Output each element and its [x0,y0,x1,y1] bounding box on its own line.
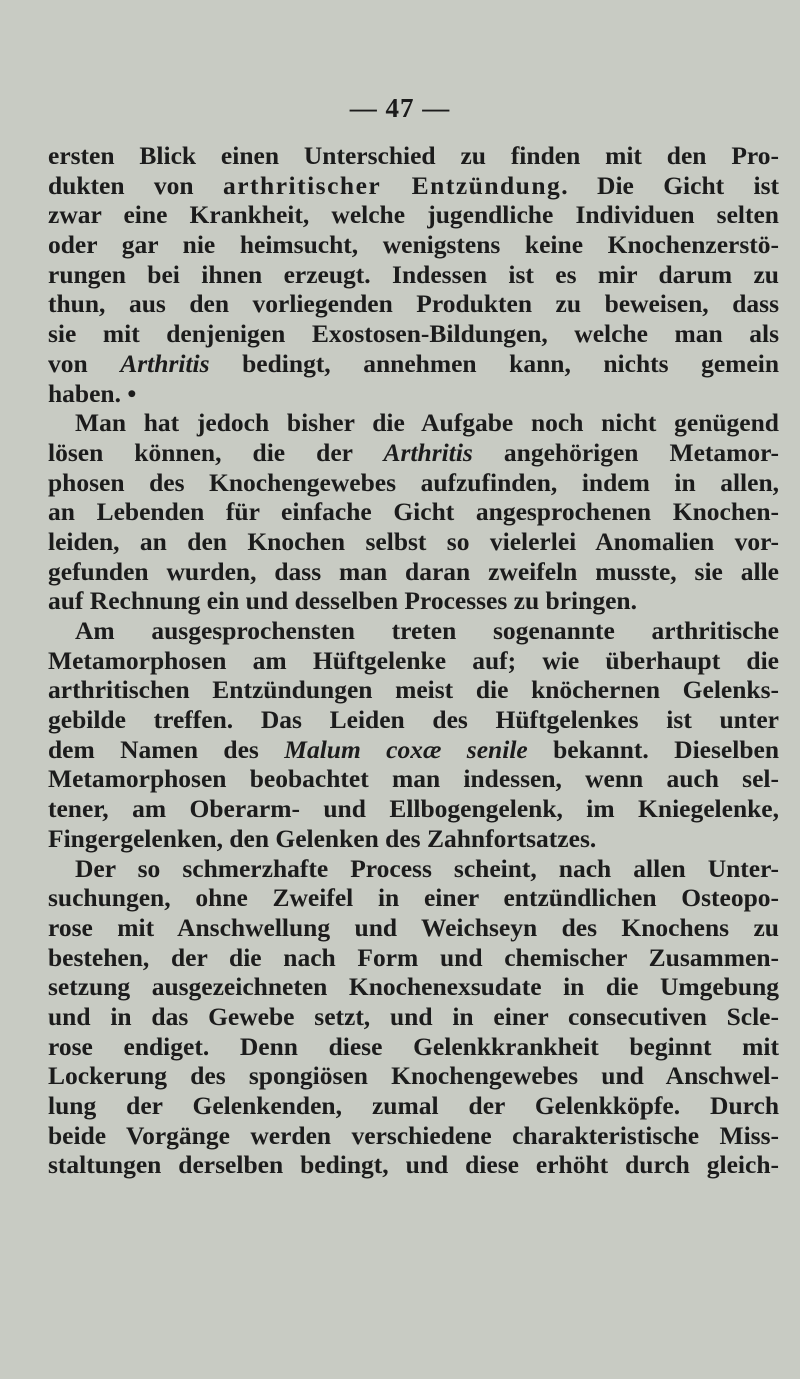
text-segment: an Lebenden für einfache Gicht angesprochenen Knochen- [48,497,779,527]
text-line [48,1061,779,1091]
text-segment: und in das Gewebe setzt, und in einer consecutiven Scle- [48,1001,779,1031]
text-segment: gefunden wurden, dass man daran zweifeln musste, sie alle [48,556,779,586]
text-line [48,557,779,587]
text-line [48,1150,779,1180]
text-segment: lung der Gelenkenden, zumal der Gelenkköpfe. Durch [48,1091,779,1120]
text-line [48,824,779,854]
text-segment: oder gar nie heimsucht, wenigstens keine Knochenzerstö- [48,230,779,260]
text-line [48,468,779,498]
text-segment: ersten Blick einen Unterschied zu finden mit den Pro- [48,141,779,170]
text-line [48,141,779,171]
italic-term: Malum coxæ senile [284,734,528,764]
text-line [48,735,779,765]
text-segment: suchungen, ohne Zweifel in einer entzündlichen Osteopo- [48,883,779,913]
text-segment: bekannt. Dieselben [527,734,780,764]
text-line [48,408,779,438]
text-segment: Am ausgesprochensten treten sogenannte arthritische [75,616,779,645]
text-segment: lösen können, die der [48,437,384,467]
text-segment: Der so schmerzhafte Process scheint, nach allen Unter- [75,853,779,883]
text-segment: leiden, an den Knochen selbst so vielerlei Anomalien vor- [48,526,779,556]
text-line [48,616,779,646]
text-line [48,230,779,260]
text-segment: von [48,348,121,378]
text-segment: bestehen, der die nach Form und chemischer Zusammen- [48,942,779,972]
text-segment: zwar eine Krankheit, welche jugendliche Individuen selten [48,200,779,230]
text-line [48,764,779,794]
text-segment: dem Namen des [48,734,285,764]
text-segment: dukten von [48,170,223,200]
text-segment: setzung ausgezeichneten Knochenexsudate in die Umgebung [48,972,779,1002]
text-segment: phosen des Knochengewebes aufzufinden, indem in allen, [48,467,779,497]
text-line [48,646,779,676]
text-line [48,972,779,1002]
text-line [48,349,779,379]
text-segment: rose endiget. Denn diese Gelenkkrankheit beginnt mit [48,1031,779,1061]
text-segment: auf Rechnung ein und desselben Processes zu bringen. [48,586,637,616]
text-line [48,854,779,884]
text-line [48,586,779,616]
text-line [48,1091,779,1121]
text-segment: bedingt, annehmen kann, nichts gemein [209,348,780,378]
text-line [48,1002,779,1032]
text-segment: thun, aus den vorliegenden Produkten zu beweisen, dass [48,289,779,319]
text-segment: Metamorphosen am Hüftgelenke auf; wie überhaupt die [48,645,779,675]
text-line [48,883,779,913]
text-line [48,438,779,468]
text-line [48,1032,779,1062]
page-number: — 47 — [349,93,451,123]
text-segment: Man hat jedoch bisher die Aufgabe noch nicht genügend [75,408,779,438]
text-line [48,200,779,230]
text-segment: beide Vorgänge werden verschiedene charakteristische Miss- [48,1120,779,1150]
spaced-emphasis: arthritischer Entzündung [222,170,562,200]
text-line [48,794,779,824]
text-line [48,705,779,735]
text-line [48,527,779,557]
text-line [48,171,779,201]
text-segment: . Die Gicht ist [561,170,779,200]
text-line [48,943,779,973]
text-segment: gebilde treffen. Das Leiden des Hüftgelenkes ist unter [48,705,779,735]
text-segment: Metamorphosen beobachtet man indessen, wenn auch sel- [48,764,779,794]
text-segment: arthritischen Entzündungen meist die knöchernen Gelenks- [48,675,779,705]
text-segment: haben. • [48,378,137,408]
text-segment: sie mit denjenigen Exostosen-Bildungen, welche man als [48,319,779,349]
text-line [48,1121,779,1151]
italic-term: Arthritis [383,437,473,467]
text-line [48,675,779,705]
text-line [48,319,779,349]
text-line [48,289,779,319]
text-segment: Lockerung des spongiösen Knochengewebes und Anschwel- [48,1061,779,1091]
text-segment: tener, am Oberarm- und Ellbogengelenk, im Kniegelenke, [48,794,779,824]
text-segment: rose mit Anschwellung und Weichseyn des Knochens zu [48,912,779,942]
text-segment: rungen bei ihnen erzeugt. Indessen ist es mir darum zu [48,259,779,289]
text-line [48,260,779,290]
text-line [48,497,779,527]
body-text [48,141,779,1180]
italic-term: Arthritis [120,348,210,378]
text-segment: angehörigen Metamor- [472,437,779,467]
text-segment: Fingergelenken, den Gelenken des Zahnfortsatzes. [48,823,597,853]
text-segment: staltungen derselben bedingt, und diese erhöht durch gleich- [48,1150,779,1180]
text-line [48,913,779,943]
text-line [48,379,779,409]
